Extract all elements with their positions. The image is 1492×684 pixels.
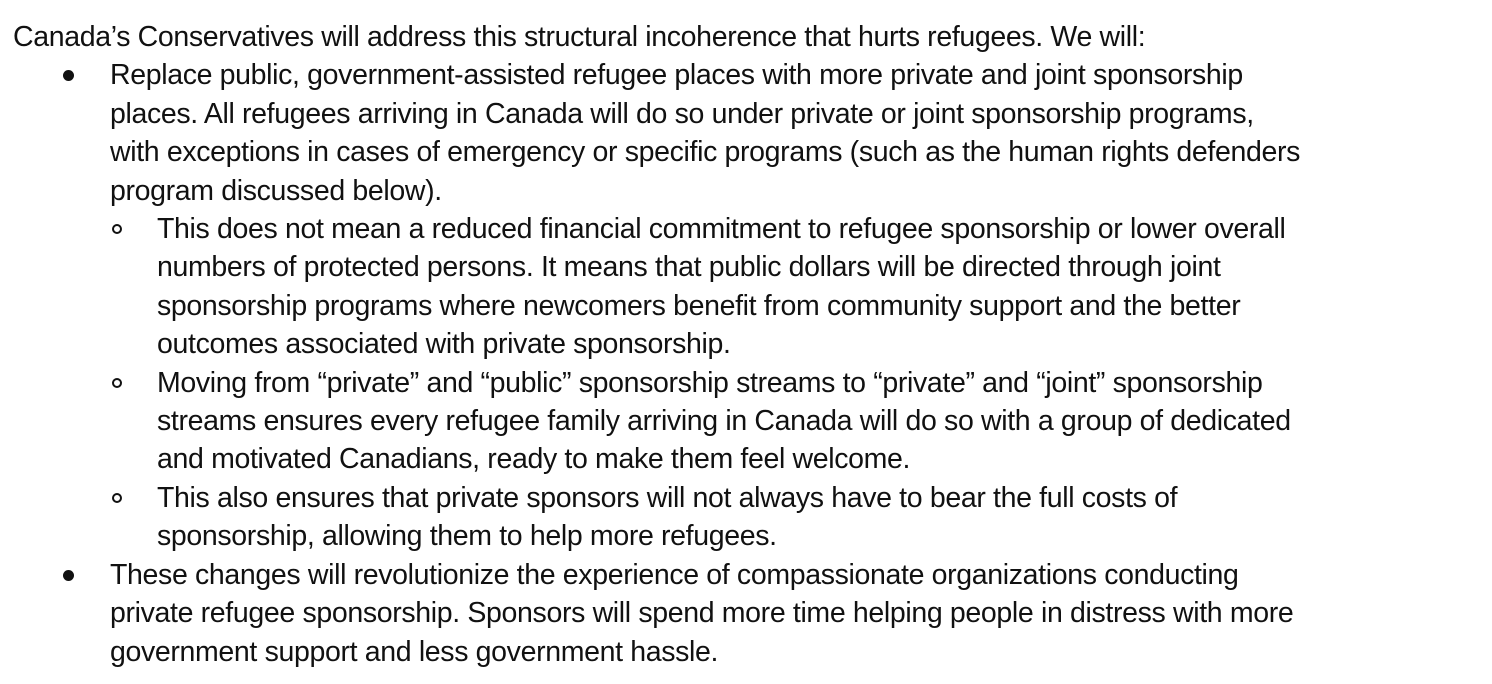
sub-bullet-3-line-1: This also ensures that private sponsors will not always have to bear the full costs of xyxy=(157,481,1178,514)
bullet-1-line-3: with exceptions in cases of emergency or specific programs (such as the human rights defenders xyxy=(110,136,1301,169)
hollow-bullet-icon xyxy=(112,378,122,388)
bullet-2-line-3: government support and less government hassle. xyxy=(110,635,719,668)
sub-list-item xyxy=(110,364,1472,479)
sub-bullet-3-line-2: sponsorship, allowing them to help more refugees. xyxy=(157,520,777,553)
bullet-2-line-2: private refugee sponsorship. Sponsors will spend more time helping people in distress with more xyxy=(110,597,1294,630)
sub-bullet-2-line-2: streams ensures every refugee family arriving in Canada will do so with a group of dedicated xyxy=(157,405,1291,438)
sub-list-item xyxy=(110,210,1472,364)
hollow-bullet-icon xyxy=(112,493,122,503)
bullet-2-line-1: These changes will revolutionize the experience of compassionate organizations conducting xyxy=(110,558,1239,591)
bullet-icon xyxy=(63,70,74,81)
sub-bullet-2-line-1: Moving from “private” and “public” sponsorship streams to “private” and “joint” sponsorship xyxy=(157,366,1263,399)
intro-paragraph: Canada’s Conservatives will address this structural incoherence that hurts refugees. We will: xyxy=(13,21,1146,53)
sub-bullet-list xyxy=(110,210,1472,556)
list-item xyxy=(13,56,1472,555)
bullet-list xyxy=(13,56,1472,671)
hollow-bullet-icon xyxy=(112,224,122,234)
bullet-icon xyxy=(63,570,74,581)
sub-bullet-1-line-2: numbers of protected persons. It means that public dollars will be directed through joint xyxy=(157,251,1221,284)
sub-bullet-1-line-3: sponsorship programs where newcomers benefit from community support and the better xyxy=(157,289,1241,322)
list-item xyxy=(13,556,1472,671)
bullet-1-line-2: places. All refugees arriving in Canada will do so under private or joint sponsorship programs, xyxy=(110,97,1254,130)
sub-bullet-2-line-3: and motivated Canadians, ready to make them feel welcome. xyxy=(157,443,911,476)
bullet-1-line-1: Replace public, government-assisted refugee places with more private and joint sponsorship xyxy=(110,59,1243,92)
sub-bullet-1-line-4: outcomes associated with private sponsorship. xyxy=(157,328,731,361)
sub-bullet-1-line-1: This does not mean a reduced financial commitment to refugee sponsorship or lower overall xyxy=(157,213,1286,246)
sub-list-item xyxy=(110,479,1472,556)
bullet-1-line-4: program discussed below). xyxy=(110,174,442,207)
